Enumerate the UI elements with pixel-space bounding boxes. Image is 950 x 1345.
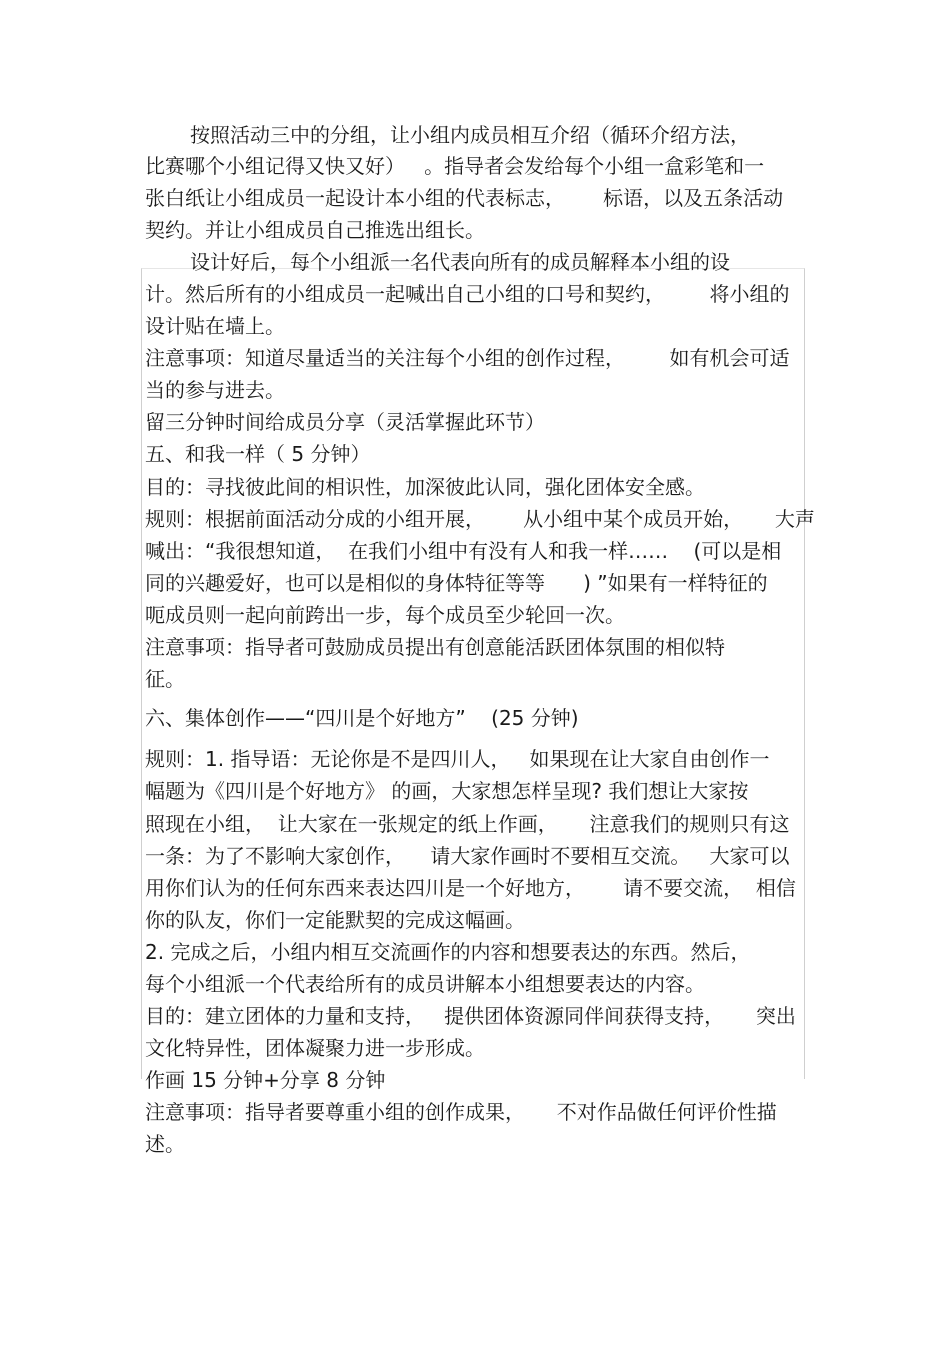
paragraph-line: 规则：根据前面活动分成的小组开展， 从小组中某个成员开始， 大声	[145, 507, 815, 531]
paragraph-line: 幅题为《四川是个好地方》 的画，大家想怎样呈现? 我们想让大家按	[145, 779, 749, 803]
paragraph-line: 按照活动三中的分组，让小组内成员相互介绍（循环介绍方法，	[190, 123, 750, 147]
paragraph-line: 2. 完成之后，小组内相互交流画作的内容和想要表达的东西。然后，	[145, 940, 751, 964]
paragraph-line: 呃成员则一起向前跨出一步，每个成员至少轮回一次。	[145, 603, 625, 627]
paragraph-line: 喊出：“我很想知道， 在我们小组中有没有人和我一样…… (可以是相	[145, 539, 782, 563]
paragraph-line: 注意事项：指导者可鼓励成员提出有创意能活跃团体氛围的相似特	[145, 635, 725, 659]
paragraph-line: 照现在小组， 让大家在一张规定的纸上作画， 注意我们的规则只有这	[145, 812, 790, 836]
paragraph-line: 目的：建立团体的力量和支持， 提供团体资源同伴间获得支持， 突出	[145, 1004, 796, 1028]
paragraph-line: 设计好后，每个小组派一名代表向所有的成员解释本小组的设	[190, 250, 730, 274]
paragraph-line: 同的兴趣爱好，也可以是相似的身体特征等等 ) ”如果有一样特征的	[145, 571, 768, 595]
paragraph-line: 征。	[145, 667, 185, 691]
paragraph-line: 计。然后所有的小组成员一起喊出自己小组的口号和契约， 将小组的	[145, 282, 790, 306]
paragraph-line: 作画 15 分钟+分享 8 分钟	[145, 1068, 386, 1092]
paragraph-line: 文化特异性，团体凝聚力进一步形成。	[145, 1036, 485, 1060]
paragraph-line: 每个小组派一个代表给所有的成员讲解本小组想要表达的内容。	[145, 972, 705, 996]
paragraph-line: 你的队友，你们一定能默契的完成这幅画。	[145, 908, 525, 932]
section-heading: 五、和我一样（ 5 分钟）	[145, 442, 371, 466]
section-heading: 六、集体创作——“四川是个好地方” (25 分钟)	[145, 706, 579, 730]
paragraph-line: 述。	[145, 1132, 185, 1156]
paragraph-line: 注意事项：知道尽量适当的关注每个小组的创作过程， 如有机会可适	[145, 346, 790, 370]
paragraph-line: 用你们认为的任何东西来表达四川是一个好地方， 请不要交流， 相信	[145, 876, 796, 900]
paragraph-line: 一条：为了不影响大家创作， 请大家作画时不要相互交流。 大家可以	[145, 844, 790, 868]
paragraph-line: 张白纸让小组成员一起设计本小组的代表标志， 标语，以及五条活动	[145, 186, 784, 210]
paragraph-line: 设计贴在墙上。	[145, 314, 285, 338]
paragraph-line: 目的：寻找彼此间的相识性，加深彼此认同，强化团体安全感。	[145, 475, 705, 499]
paragraph-line: 注意事项：指导者要尊重小组的创作成果， 不对作品做任何评价性描	[145, 1100, 777, 1124]
paragraph-line: 规则：1. 指导语：无论你是不是四川人， 如果现在让大家自由创作一	[145, 747, 770, 771]
paragraph-line: 留三分钟时间给成员分享（灵活掌握此环节）	[145, 410, 545, 434]
paragraph-line: 契约。并让小组成员自己推选出组长。	[145, 218, 485, 242]
paragraph-line: 当的参与进去。	[145, 378, 285, 402]
paragraph-line: 比赛哪个小组记得又快又好） 。指导者会发给每个小组一盒彩笔和一	[145, 154, 765, 178]
